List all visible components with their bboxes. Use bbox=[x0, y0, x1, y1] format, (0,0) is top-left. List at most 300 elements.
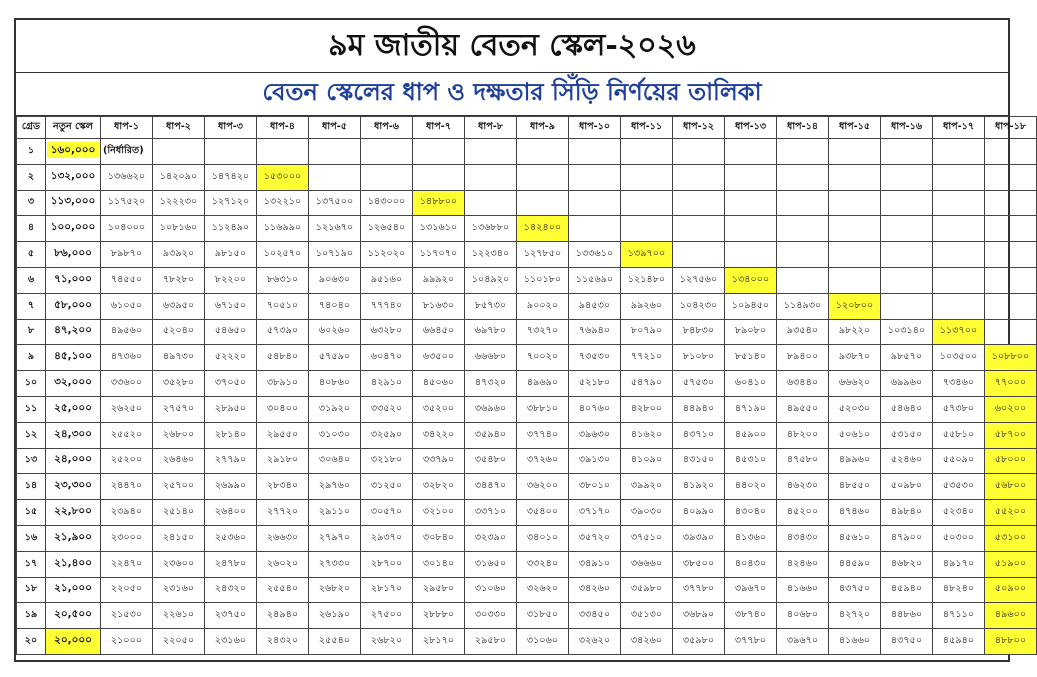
step-cell: ৩৭৭৮০ bbox=[725, 629, 777, 655]
empty-cell bbox=[621, 164, 673, 190]
grade-cell: ৬ bbox=[17, 267, 46, 293]
empty-cell bbox=[829, 242, 881, 268]
step-cell: ৪৯১৭০ bbox=[933, 551, 985, 577]
step-cell: ৪৯৬৯০ bbox=[517, 371, 569, 397]
step-cell: ৪১৬২০ bbox=[621, 422, 673, 448]
step-cell: ৪৫৯৪০ bbox=[881, 577, 933, 603]
step-cell: ২২৬১০ bbox=[153, 603, 205, 629]
empty-cell bbox=[569, 190, 621, 216]
empty-cell bbox=[985, 190, 1037, 216]
empty-cell bbox=[725, 242, 777, 268]
grade-cell: ১ bbox=[17, 139, 46, 165]
grade-cell: ১৮ bbox=[17, 577, 46, 603]
new-scale-cell bbox=[46, 525, 101, 551]
step-cell: ৬০৪১০ bbox=[725, 371, 777, 397]
step-cell: ৮৬৩১০ bbox=[257, 267, 309, 293]
new-scale-value: ২৪,০০০ bbox=[54, 453, 92, 466]
step-cell: ৪৩০৪০ bbox=[725, 500, 777, 526]
empty-cell bbox=[985, 164, 1037, 190]
step-cell: ২৪৭৮০ bbox=[205, 551, 257, 577]
empty-cell bbox=[725, 190, 777, 216]
step-cell: ৫৭৫৯০ bbox=[309, 345, 361, 371]
step-cell: ২৬৮২০ bbox=[309, 577, 361, 603]
step-cell: ৪১৩৬০ bbox=[725, 525, 777, 551]
new-scale-value: ২০,৫০০ bbox=[54, 608, 92, 621]
column-header: ধাপ-১৬ bbox=[881, 117, 933, 139]
column-header: ধাপ-৯ bbox=[517, 117, 569, 139]
empty-cell bbox=[829, 216, 881, 242]
fixed-note: (নির্ধারিত) bbox=[103, 144, 144, 156]
step-cell: ১৪৭৪২০ bbox=[205, 164, 257, 190]
new-scale-cell bbox=[46, 577, 101, 603]
step-cell: ১১৪৯৩০ bbox=[777, 293, 829, 319]
empty-cell bbox=[881, 267, 933, 293]
empty-cell bbox=[413, 164, 465, 190]
step-cell: ২৯৫৫০ bbox=[257, 422, 309, 448]
step-cell: ১২২৩৪০ bbox=[465, 242, 517, 268]
empty-cell bbox=[881, 242, 933, 268]
empty-cell bbox=[725, 216, 777, 242]
new-scale-value: ২৪,৩০০ bbox=[54, 427, 92, 440]
step-cell: ৪৮২৪০ bbox=[933, 577, 985, 603]
step-cell: ২৬৬৩০ bbox=[257, 525, 309, 551]
empty-cell bbox=[725, 139, 777, 165]
empty-cell bbox=[933, 267, 985, 293]
step-cell: ৩১০৬০ bbox=[517, 629, 569, 655]
empty-cell bbox=[829, 190, 881, 216]
new-scale-cell bbox=[46, 396, 101, 422]
empty-cell bbox=[465, 190, 517, 216]
step-cell: ৩৪০১০ bbox=[517, 525, 569, 551]
empty-cell bbox=[777, 139, 829, 165]
grade-cell: ১২ bbox=[17, 422, 46, 448]
step-cell: ৩১২৫০ bbox=[361, 474, 413, 500]
step-cell: ৩২৮২০ bbox=[413, 474, 465, 500]
step-cell: ৭৪০৪০ bbox=[309, 293, 361, 319]
new-scale-value: ২১,৯০০ bbox=[54, 530, 92, 543]
step-cell: ৩০১৪০ bbox=[413, 551, 465, 577]
step-cell: ৪৫৯০০ bbox=[725, 422, 777, 448]
efficiency-bar-cell: ৬০২০০ bbox=[985, 396, 1037, 422]
new-scale-value: ১৩২,০০০ bbox=[50, 169, 96, 182]
step-cell: ৫২২২০ bbox=[205, 345, 257, 371]
step-cell: ১২৭৫৬০ bbox=[673, 267, 725, 293]
step-cell: ৪৩৭৫০ bbox=[881, 629, 933, 655]
step-cell: ৬৬৬৮০ bbox=[465, 345, 517, 371]
step-cell: ৫৪৬৫০ bbox=[205, 319, 257, 345]
step-cell: ২৪১৫০ bbox=[153, 525, 205, 551]
step-cell: ৩৭২৬০ bbox=[517, 448, 569, 474]
step-cell: ৩০৬৪০ bbox=[309, 448, 361, 474]
table-row bbox=[17, 396, 1037, 422]
column-header: ধাপ-৬ bbox=[361, 117, 413, 139]
grade-cell: ১৫ bbox=[17, 500, 46, 526]
step-cell: ৪৫০৬০ bbox=[413, 371, 465, 397]
step-cell: ৯৩৫৪০ bbox=[777, 319, 829, 345]
efficiency-bar-cell: ১৩৯৭০০ bbox=[621, 242, 673, 268]
step-cell: ৩৩৬০০ bbox=[101, 371, 153, 397]
empty-cell bbox=[985, 242, 1037, 268]
step-cell: ৬১০৫০ bbox=[101, 293, 153, 319]
fixed-note-cell bbox=[101, 139, 153, 165]
empty-cell bbox=[569, 139, 621, 165]
step-cell: ৩৫৯৪০ bbox=[465, 422, 517, 448]
step-cell: ২২০৫০ bbox=[153, 629, 205, 655]
step-cell: ২৪৪৭০ bbox=[101, 474, 153, 500]
step-cell: ৬৩২৮০ bbox=[361, 319, 413, 345]
step-cell: ৫৫৮১০ bbox=[933, 422, 985, 448]
empty-cell bbox=[985, 267, 1037, 293]
new-scale-value: ২০,০০০ bbox=[50, 632, 96, 648]
step-cell: ৩২৫৯০ bbox=[361, 422, 413, 448]
step-cell: ৮১০৮০ bbox=[673, 345, 725, 371]
new-scale-value: ৪৭,২০০ bbox=[54, 324, 92, 337]
step-cell: ৯৯৯২০ bbox=[413, 267, 465, 293]
empty-cell bbox=[309, 164, 361, 190]
empty-cell bbox=[413, 139, 465, 165]
step-cell: ৩৮৫০০ bbox=[673, 551, 725, 577]
step-cell: ৯৮৫৭০ bbox=[881, 345, 933, 371]
step-cell: ১০৮১৬০ bbox=[153, 216, 205, 242]
step-cell: ৩৫৪০০ bbox=[517, 500, 569, 526]
step-cell: ৭৮২৮০ bbox=[153, 267, 205, 293]
step-cell: ৯৫১৬০ bbox=[361, 267, 413, 293]
step-cell: ২৯১১০ bbox=[309, 500, 361, 526]
empty-cell bbox=[361, 164, 413, 190]
efficiency-bar-cell: ৪৮৮০০ bbox=[985, 629, 1037, 655]
step-cell: ৯০৬৩০ bbox=[309, 267, 361, 293]
efficiency-bar-cell: ১৪২৪০০ bbox=[517, 216, 569, 242]
step-cell: ৩০৫৭০ bbox=[361, 500, 413, 526]
step-cell: ৩৪২২০ bbox=[413, 422, 465, 448]
step-cell: ৩৪৯১০ bbox=[569, 551, 621, 577]
step-cell: ১১০১৮০ bbox=[517, 267, 569, 293]
efficiency-bar-cell: ১০৮৮০০ bbox=[985, 345, 1037, 371]
step-cell: ৭৩৫৩০ bbox=[569, 345, 621, 371]
step-cell: ৮০৭৯০ bbox=[621, 319, 673, 345]
step-cell: ৬৬৪৫০ bbox=[413, 319, 465, 345]
step-cell: ৫৫০৯০ bbox=[933, 448, 985, 474]
empty-cell bbox=[777, 267, 829, 293]
empty-cell bbox=[361, 139, 413, 165]
table-row bbox=[17, 293, 1037, 319]
column-header: ধাপ-১৫ bbox=[829, 117, 881, 139]
step-cell: ২৮১৪০ bbox=[205, 422, 257, 448]
step-cell: ৪১৬৬০ bbox=[777, 577, 829, 603]
step-cell: ৩২৬২০ bbox=[569, 629, 621, 655]
empty-cell bbox=[881, 164, 933, 190]
new-scale-value: ৩২,০০০ bbox=[54, 376, 92, 389]
empty-cell bbox=[933, 190, 985, 216]
step-cell: ৩০৩৩০ bbox=[465, 603, 517, 629]
empty-cell bbox=[933, 164, 985, 190]
step-cell: ৪৬৮২০ bbox=[881, 551, 933, 577]
efficiency-bar-cell: ৫০৯০০ bbox=[985, 577, 1037, 603]
new-scale-value: ৭১,০০০ bbox=[54, 272, 92, 285]
step-cell: ৮৪৮৩০ bbox=[673, 319, 725, 345]
column-header: ধাপ-৫ bbox=[309, 117, 361, 139]
step-cell: ৪৫২০০ bbox=[777, 500, 829, 526]
step-cell: ৪৩১৫০ bbox=[673, 448, 725, 474]
step-cell: ১১৬৯৯০ bbox=[257, 216, 309, 242]
grade-cell: ২০ bbox=[17, 629, 46, 655]
empty-cell bbox=[673, 242, 725, 268]
efficiency-bar-cell: ১১৩৭০০ bbox=[933, 319, 985, 345]
step-cell: ১৩১৬১০ bbox=[413, 216, 465, 242]
grade-cell: ১১ bbox=[17, 396, 46, 422]
step-cell: ১০৪০০০ bbox=[101, 216, 153, 242]
step-cell: ৭৭২১০ bbox=[621, 345, 673, 371]
step-cell: ৯৮১৫০ bbox=[205, 242, 257, 268]
table-row bbox=[17, 139, 1037, 165]
step-cell: ৪৫৩১০ bbox=[725, 448, 777, 474]
step-cell: ৪৭৩২০ bbox=[465, 371, 517, 397]
step-cell: ৩৪২৬০ bbox=[569, 577, 621, 603]
step-cell: ১৪২০৯০ bbox=[153, 164, 205, 190]
grade-cell: ৮ bbox=[17, 319, 46, 345]
table-row bbox=[17, 474, 1037, 500]
table-row bbox=[17, 345, 1037, 371]
step-cell: ১১২০২০ bbox=[361, 242, 413, 268]
step-cell: ১৩৩৬১০ bbox=[569, 242, 621, 268]
step-cell: ৪২৭২০ bbox=[829, 603, 881, 629]
step-cell: ৩৮৮১০ bbox=[517, 396, 569, 422]
step-cell: ৩৬২০০ bbox=[517, 474, 569, 500]
step-cell: ৬৩৪৪০ bbox=[777, 371, 829, 397]
step-cell: ৩৮৯১০ bbox=[257, 371, 309, 397]
step-cell: ২৬৪০০ bbox=[205, 500, 257, 526]
empty-cell bbox=[933, 216, 985, 242]
step-cell: ৩৪৪৭০ bbox=[465, 474, 517, 500]
empty-cell bbox=[777, 242, 829, 268]
step-cell: ১১৭৫২০ bbox=[101, 190, 153, 216]
column-header: ধাপ-৭ bbox=[413, 117, 465, 139]
empty-cell bbox=[881, 293, 933, 319]
step-cell: ৩৭১৭০ bbox=[569, 500, 621, 526]
table-row bbox=[17, 319, 1037, 345]
step-cell: ১০৭১৯০ bbox=[309, 242, 361, 268]
column-header: ধাপ-১৭ bbox=[933, 117, 985, 139]
step-cell: ৪০৮৬০ bbox=[309, 371, 361, 397]
step-cell: ৫২০৩০ bbox=[829, 396, 881, 422]
new-scale-value: ৫৮,০০০ bbox=[54, 298, 92, 311]
column-header: ধাপ-১ bbox=[101, 117, 153, 139]
empty-cell bbox=[985, 216, 1037, 242]
new-scale-cell bbox=[46, 500, 101, 526]
table-body bbox=[17, 139, 1037, 655]
step-cell: ১২৭১২০ bbox=[205, 190, 257, 216]
step-cell: ৭৬৯৪০ bbox=[569, 319, 621, 345]
efficiency-bar-cell: ৫৮৭০০ bbox=[985, 422, 1037, 448]
step-cell: ২৫৫২০ bbox=[101, 422, 153, 448]
step-cell: ৪৯৫৫০ bbox=[777, 396, 829, 422]
step-cell: ৪৪৮৬০ bbox=[881, 603, 933, 629]
step-cell: ৩০৮৪০ bbox=[413, 525, 465, 551]
step-cell: ৪৯৯৬০ bbox=[829, 448, 881, 474]
step-cell: ৪৭১৯০ bbox=[725, 396, 777, 422]
document-title: ৯ম জাতীয় বেতন স্কেল-২০২৬ bbox=[16, 20, 1008, 73]
step-cell: ৩৯৬৭০ bbox=[777, 629, 829, 655]
step-cell: ২৮৮৮০ bbox=[413, 603, 465, 629]
step-cell: ৪২৯১০ bbox=[361, 371, 413, 397]
step-cell: ২৭৫৭০ bbox=[153, 396, 205, 422]
step-cell: ৩৬৯৬০ bbox=[465, 396, 517, 422]
column-header: ধাপ-১৮ bbox=[985, 117, 1037, 139]
table-row bbox=[17, 629, 1037, 655]
step-cell: ৪৫৬১০ bbox=[829, 525, 881, 551]
step-cell: ১২৭৮৫০ bbox=[517, 242, 569, 268]
step-cell: ৪৯৭৩০ bbox=[153, 345, 205, 371]
step-cell: ২৬৮২০ bbox=[361, 629, 413, 655]
empty-cell bbox=[829, 267, 881, 293]
empty-cell bbox=[933, 242, 985, 268]
table-row bbox=[17, 551, 1037, 577]
step-cell: ৩৩৪৫০ bbox=[569, 603, 621, 629]
new-scale-value: ৮৬,০০০ bbox=[54, 247, 92, 260]
step-cell: ৩৬৮৯০ bbox=[673, 603, 725, 629]
step-cell: ২৬৮০০ bbox=[153, 422, 205, 448]
column-header: ধাপ-১১ bbox=[621, 117, 673, 139]
step-cell: ৩৫২৮০ bbox=[153, 371, 205, 397]
step-cell: ৯৯২৬০ bbox=[621, 293, 673, 319]
step-cell: ৫৭৫৩০ bbox=[673, 371, 725, 397]
efficiency-bar-cell: ৫৩১০০ bbox=[985, 525, 1037, 551]
step-cell: ৩৩৭১০ bbox=[465, 500, 517, 526]
step-cell: ৪৮২০০ bbox=[777, 422, 829, 448]
step-cell: ৮৫১৪০ bbox=[725, 345, 777, 371]
step-cell: ৪১৬৬০ bbox=[829, 629, 881, 655]
step-cell: ২৩৭৫০ bbox=[205, 603, 257, 629]
grade-cell: ১৭ bbox=[17, 551, 46, 577]
document-subtitle: বেতন স্কেলের ধাপ ও দক্ষতার সিঁড়ি নির্ণয়ের তালিকা bbox=[16, 73, 1008, 116]
new-scale-cell bbox=[46, 345, 101, 371]
step-cell: ৪৩৭৫০ bbox=[829, 577, 881, 603]
step-cell: ৩৯৯২০ bbox=[621, 474, 673, 500]
new-scale-cell bbox=[46, 551, 101, 577]
step-cell: ২৯৫৮০ bbox=[413, 577, 465, 603]
step-cell: ৯৮২২০ bbox=[829, 319, 881, 345]
new-scale-cell bbox=[46, 371, 101, 397]
step-cell: ৪৭৪৬০ bbox=[829, 500, 881, 526]
step-cell: ২৬৯৯০ bbox=[205, 474, 257, 500]
step-cell: ১৪৩০০০ bbox=[361, 190, 413, 216]
new-scale-cell bbox=[46, 293, 101, 319]
table-row bbox=[17, 448, 1037, 474]
new-scale-cell bbox=[46, 474, 101, 500]
empty-cell bbox=[153, 139, 205, 165]
step-cell: ৪১০৯০ bbox=[621, 448, 673, 474]
new-scale-cell bbox=[46, 422, 101, 448]
step-cell: ৭৩২৭০ bbox=[517, 319, 569, 345]
efficiency-bar-cell: ১২০৮০০ bbox=[829, 293, 881, 319]
new-scale-cell bbox=[46, 242, 101, 268]
step-cell: ২২৪৭০ bbox=[101, 551, 153, 577]
empty-cell bbox=[725, 164, 777, 190]
empty-cell bbox=[205, 139, 257, 165]
new-scale-cell bbox=[46, 319, 101, 345]
grade-cell: ১০ bbox=[17, 371, 46, 397]
empty-cell bbox=[673, 139, 725, 165]
step-cell: ৫২১৮০ bbox=[569, 371, 621, 397]
empty-cell bbox=[881, 190, 933, 216]
step-cell: ৪০৭৬০ bbox=[569, 396, 621, 422]
table-row bbox=[17, 422, 1037, 448]
step-cell: ১২১৬৭০ bbox=[309, 216, 361, 242]
efficiency-bar-cell: ১৪৮৮০০ bbox=[413, 190, 465, 216]
efficiency-bar-cell: ১৫৩০০০ bbox=[257, 164, 309, 190]
step-cell: ২৮৯৫০ bbox=[205, 396, 257, 422]
step-cell: ৮৫৭৩০ bbox=[465, 293, 517, 319]
step-cell: ৪৭১১০ bbox=[933, 603, 985, 629]
empty-cell bbox=[465, 139, 517, 165]
step-cell: ২৬১৯০ bbox=[309, 603, 361, 629]
step-cell: ২৯৩৭০ bbox=[361, 525, 413, 551]
grade-cell: ৭ bbox=[17, 293, 46, 319]
efficiency-bar-cell: ৫৬৮০০ bbox=[985, 474, 1037, 500]
column-header: ধাপ-২ bbox=[153, 117, 205, 139]
step-cell: ১৩৭৫০০ bbox=[309, 190, 361, 216]
step-cell: ৩৫৯৮০ bbox=[673, 629, 725, 655]
table-row bbox=[17, 164, 1037, 190]
step-cell: ৬০৪৭০ bbox=[361, 345, 413, 371]
step-cell: ৪৮৫৫০ bbox=[829, 474, 881, 500]
grade-cell: ৪ bbox=[17, 216, 46, 242]
empty-cell bbox=[777, 164, 829, 190]
grade-cell: ১৩ bbox=[17, 448, 46, 474]
step-cell: ৩৫৪৮০ bbox=[465, 448, 517, 474]
step-cell: ৩৭৭৪০ bbox=[517, 422, 569, 448]
step-cell: ৪৩৭১০ bbox=[673, 422, 725, 448]
step-cell: ১৩৬৬২০ bbox=[101, 164, 153, 190]
step-cell: ৮২২০০ bbox=[205, 267, 257, 293]
step-cell: ৯৩৯২০ bbox=[153, 242, 205, 268]
empty-cell bbox=[569, 216, 621, 242]
column-header: ধাপ-৪ bbox=[257, 117, 309, 139]
step-cell: ১৩২২১০ bbox=[257, 190, 309, 216]
step-cell: ১২২২৩০ bbox=[153, 190, 205, 216]
step-cell: ১০২৫৭০ bbox=[257, 242, 309, 268]
step-cell: ৭৩৪৬০ bbox=[933, 371, 985, 397]
step-cell: ১০৪২৩০ bbox=[673, 293, 725, 319]
grade-cell: ১৪ bbox=[17, 474, 46, 500]
step-cell: ১২৬৫৪০ bbox=[361, 216, 413, 242]
step-cell: ২৭৭২০ bbox=[257, 500, 309, 526]
step-cell: ৩১০৩০ bbox=[309, 422, 361, 448]
new-scale-value: ২১,০০০ bbox=[54, 582, 92, 595]
new-scale-cell bbox=[46, 267, 101, 293]
step-cell: ৪৬২৩০ bbox=[777, 474, 829, 500]
empty-cell bbox=[673, 190, 725, 216]
step-cell: ২৪৯৪০ bbox=[257, 603, 309, 629]
step-cell: ৩২১৮০ bbox=[361, 448, 413, 474]
grade-cell: ২ bbox=[17, 164, 46, 190]
new-scale-value: ২৫,০০০ bbox=[54, 401, 92, 414]
step-cell: ৮১৬৩০ bbox=[413, 293, 465, 319]
step-cell: ৪৩৪৩০ bbox=[777, 525, 829, 551]
empty-cell bbox=[309, 139, 361, 165]
empty-cell bbox=[517, 139, 569, 165]
step-cell: ২৫৩৬০ bbox=[205, 525, 257, 551]
step-cell: ৩৮০১০ bbox=[569, 474, 621, 500]
step-cell: ১২১৪৮০ bbox=[621, 267, 673, 293]
column-header: ধাপ-১৪ bbox=[777, 117, 829, 139]
step-cell: ৮৯০৮০ bbox=[725, 319, 777, 345]
step-cell: ২৩১৬০ bbox=[153, 577, 205, 603]
step-cell: ৭৪৫৫০ bbox=[101, 267, 153, 293]
step-cell: ২৯৭৬০ bbox=[309, 474, 361, 500]
step-cell: ৬৩৯৫০ bbox=[153, 293, 205, 319]
step-cell: ৪৪৯৪০ bbox=[673, 396, 725, 422]
